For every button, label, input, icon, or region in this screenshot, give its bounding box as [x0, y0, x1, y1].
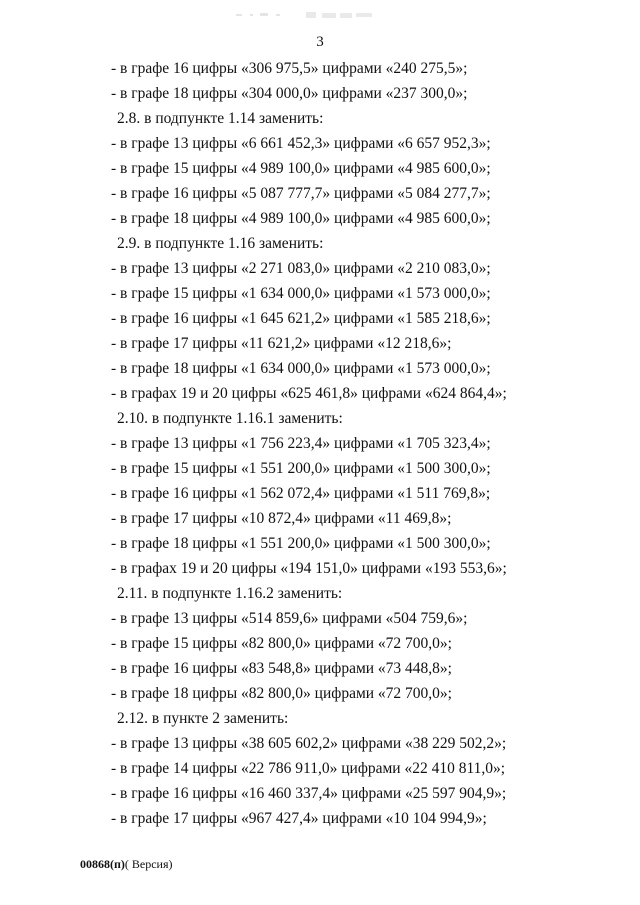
amendment-line: - в графе 16 цифры «16 460 337,4» цифрами «25 597 904,9»; — [111, 785, 507, 802]
faint-header-marks — [236, 8, 386, 22]
document-body — [111, 56, 611, 831]
amendment-line: - в графе 15 цифры «4 989 100,0» цифрами «4 985 600,0»; — [111, 160, 491, 177]
amendment-line: - в графе 13 цифры «2 271 083,0» цифрами «2 210 083,0»; — [111, 260, 491, 277]
footer — [80, 857, 173, 872]
amendment-line: - в графе 13 цифры «514 859,6» цифрами «504 759,6»; — [111, 610, 468, 627]
amendment-line: - в графах 19 и 20 цифры «194 151,0» цифрами «193 553,6»; — [111, 560, 507, 577]
amendment-line: - в графе 18 цифры «304 000,0» цифрами «237 300,0»; — [111, 85, 468, 102]
amendment-line: - в графе 13 цифры «6 661 452,3» цифрами «6 657 952,3»; — [111, 135, 491, 152]
amendment-line: - в графе 15 цифры «1 551 200,0» цифрами «1 500 300,0»; — [111, 460, 491, 477]
amendment-line: - в графе 15 цифры «1 634 000,0» цифрами «1 573 000,0»; — [111, 285, 491, 302]
amendment-line: - в графе 18 цифры «1 634 000,0» цифрами «1 573 000,0»; — [111, 360, 491, 377]
amendment-line: - в графе 15 цифры «82 800,0» цифрами «72 700,0»; — [111, 635, 452, 652]
page-number: 3 — [316, 34, 324, 50]
amendment-line: - в графе 16 цифры «1 645 621,2» цифрами «1 585 218,6»; — [111, 310, 491, 327]
amendment-line: - в графе 14 цифры «22 786 911,0» цифрами «22 410 811,0»; — [111, 760, 506, 777]
amendment-line: - в графе 16 цифры «1 562 072,4» цифрами «1 511 769,8»; — [111, 485, 491, 502]
section-heading: 2.8. в подпункте 1.14 заменить: — [117, 110, 324, 127]
amendment-line: - в графе 16 цифры «83 548,8» цифрами «73 448,8»; — [111, 660, 452, 677]
amendment-line: - в графе 18 цифры «82 800,0» цифрами «72 700,0»; — [111, 685, 452, 702]
amendment-line: - в графе 16 цифры «306 975,5» цифрами «240 275,5»; — [111, 60, 468, 77]
section-heading: 2.10. в подпункте 1.16.1 заменить: — [117, 410, 343, 427]
amendment-line: - в графе 17 цифры «10 872,4» цифрами «11 469,8»; — [111, 510, 452, 527]
document-version: ( Версия) — [124, 857, 173, 871]
section-heading: 2.12. в пункте 2 заменить: — [117, 710, 289, 727]
section-heading: 2.11. в подпункте 1.16.2 заменить: — [117, 585, 343, 602]
section-heading: 2.9. в подпункте 1.16 заменить: — [117, 235, 324, 252]
amendment-line: - в графе 17 цифры «11 621,2» цифрами «12 218,6»; — [111, 335, 452, 352]
amendment-line: - в графе 18 цифры «1 551 200,0» цифрами «1 500 300,0»; — [111, 535, 491, 552]
amendment-line: - в графе 16 цифры «5 087 777,7» цифрами «5 084 277,7»; — [111, 185, 491, 202]
amendment-line: - в графе 18 цифры «4 989 100,0» цифрами «4 985 600,0»; — [111, 210, 491, 227]
amendment-line: - в графах 19 и 20 цифры «625 461,8» цифрами «624 864,4»; — [111, 385, 507, 402]
document-code: 00868(п) — [80, 857, 125, 871]
amendment-line: - в графе 17 цифры «967 427,4» цифрами «10 104 994,9»; — [111, 810, 487, 827]
amendment-line: - в графе 13 цифры «1 756 223,4» цифрами «1 705 323,4»; — [111, 435, 491, 452]
amendment-line: - в графе 13 цифры «38 605 602,2» цифрами «38 229 502,2»; — [111, 735, 507, 752]
